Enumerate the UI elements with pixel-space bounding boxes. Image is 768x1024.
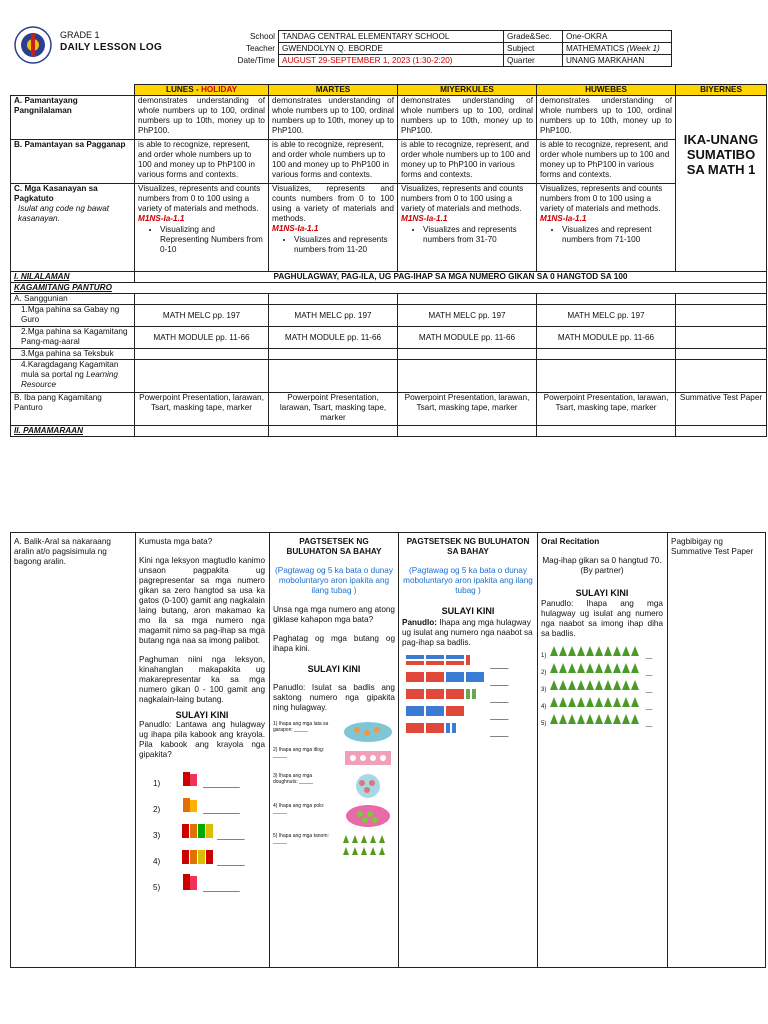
crayon-icon (181, 794, 201, 815)
teksbuk-label: 3.Mga pahina sa Teksbuk (11, 349, 135, 360)
competency-bullet: • Visualizes and represents numbers from 31-70 (423, 225, 533, 245)
worksheet-text: 3) Ihapa ang mga doughnuts: _____ (273, 773, 314, 785)
bead-counter-icon (402, 654, 488, 670)
item-number: 3) (153, 831, 161, 840)
competency-text: Visualizes, represents and counts numbers from 0 to 100 using a variety of materials and methods. (540, 184, 663, 213)
tree-rows (541, 645, 663, 730)
row-b-mon: is able to recognize, represent, and order whole numbers up to 100 and money up to PhP100 in various forms and contexts. (135, 140, 269, 184)
thursday-activity (541, 537, 663, 730)
iba-label: B. Iba pang Kagamitang Panturo (11, 393, 135, 426)
worksheet-text: 4) Ihapa ang mga polo: _____ (273, 803, 325, 815)
competency-code: M1NS-Ia-1.1 (138, 214, 185, 223)
item-number: 1) (541, 653, 547, 659)
item-number: 5) (541, 721, 547, 727)
nilalaman-text: PAGHULAGWAY, PAG-ILA, UG PAG-IHAP SA MGA NUMERO GIKAN SA 0 HANGTOD SA 100 (135, 272, 767, 283)
row-c-sub: Isulat ang code ng bawat kasanayan. (18, 204, 110, 223)
item-number: 2) (541, 670, 547, 676)
bead-row: ____ (402, 722, 534, 739)
item-number: 4) (541, 704, 547, 710)
worksheet-item (273, 773, 395, 803)
sulayi-kini-heading: SULAYI KINI (441, 606, 495, 616)
kagamitan-label: KAGAMITANG PANTURO (11, 283, 767, 294)
gradesec-value: One-OKRA (563, 31, 672, 43)
sulayi-kini-heading: SULAYI KINI (175, 710, 229, 720)
sanggunian-label: A. Sanggunian (11, 294, 135, 305)
corner-cell (11, 85, 135, 96)
lunes-text: LUNES - (165, 85, 201, 94)
bead-row: ____ (402, 671, 534, 688)
tue-worksheet (273, 721, 395, 863)
row-a-thu: demonstrates understanding of whole numbers up to 100, ordinal numbers up to 10th, money up to PhP100. (537, 96, 676, 140)
row-a-tue: demonstrates understanding of whole numbers up to 100, ordinal numbers up to 10th, money up to PhP100. (269, 96, 398, 140)
grade-label: GRADE 1 (60, 30, 100, 40)
iba-tue: Powerpoint Presentation, larawan, Tsart, masking tape, marker (269, 393, 398, 426)
bead-counter-icon (402, 705, 488, 721)
row-b-thu: is able to recognize, represent, and order whole numbers up to 100 and money up to PhP100 in various forms and contexts. (537, 140, 676, 184)
lesson-table-page2 (10, 532, 766, 968)
item-number: 1) (153, 779, 161, 788)
friday-activity: Pagbibigay ng Summative Test Paper (671, 537, 754, 556)
day-lunes (135, 85, 269, 96)
gabay-wed: MATH MELC pp. 197 (398, 305, 537, 327)
subject-week: (Week 1) (626, 43, 660, 53)
iba-wed: Powerpoint Presentation, larawan, Tsart, masking tape, marker (398, 393, 537, 426)
balik-aral-label: A. Balik-Aral sa nakaraang aralin at/o pagsisimula ng bagong aralin. (14, 537, 111, 566)
log-title: DAILY LESSON LOG (60, 42, 163, 53)
greeting: Kumusta mga bata? (139, 537, 213, 546)
bead-counter-icon (402, 671, 488, 687)
tuesday-activity (273, 537, 395, 863)
teacher-value: GWENDOLYN Q. EBORDE (279, 43, 504, 55)
teacher-label: Teacher (245, 43, 275, 53)
module-mon: MATH MODULE pp. 11-66 (135, 327, 269, 349)
gabay-thu: MATH MELC pp. 197 (537, 305, 676, 327)
gradesec-label: Grade&Sec. (504, 31, 563, 43)
wed-instruction-text: Ihapa ang mga hulagway ug isulat ang numero nga naabot sa pag-ihap sa badlis. (402, 618, 533, 647)
item-number: 5) (153, 883, 161, 892)
row-b-tue: is able to recognize, represent, and order whole numbers up to 100 and money up to PhP100 in various forms and contexts. (269, 140, 398, 184)
wed-note: (Pagtawag og 5 ka bata o dunay moboluntaryo aron ipakita ang ilang tubag ) (403, 566, 533, 595)
competency-code: M1NS-Ia-1.1 (540, 214, 587, 223)
crayon-icon (181, 820, 215, 841)
row-a-wed: demonstrates understanding of whole numbers up to 100, ordinal numbers up to 10th, money up to PhP100. (398, 96, 537, 140)
friday-summative-text: IKA-UNANG SUMATIBO SA MATH 1 (683, 132, 759, 177)
day-martes: MARTES (269, 85, 398, 96)
subject-value (563, 43, 672, 55)
karagdagan-italic: Learning Resource (21, 370, 118, 389)
wed-title: PAGTSETSEK NG BULUHATON SA BAHAY (406, 537, 530, 556)
tue-title: PAGTSETSEK NG BULUHATON SA BAHAY (286, 537, 382, 556)
school-label: School (249, 31, 275, 41)
plate-icon (343, 803, 393, 831)
tree-row: 2) __ (541, 662, 663, 679)
bead-counter-icon (402, 688, 488, 704)
intro-paragraph: Kini nga leksyon magtudlo kanimo unsaon pagpakita ug pagrepresentar sa mga numero gikan sa zero hangtod sa usa ka gatos (0-100) gamit ang nagkalain laing butang, aron makamao ka mo ila sa mga numero nga magamit nimo sa pag-ihap sa mga butang nga naa sa imong palibot. (139, 556, 265, 645)
competency-bullet: • Visualizes and represent numbers from 71-100 (562, 225, 672, 245)
deped-seal-icon (14, 26, 52, 64)
module-wed: MATH MODULE pp. 11-66 (398, 327, 537, 349)
row-b-wed: is able to recognize, represent, and order whole numbers up to 100 and money up to PhP100 in various forms and contexts. (398, 140, 537, 184)
row-c-thu (537, 184, 676, 272)
iba-mon: Powerpoint Presentation, larawan, Tsart, masking tape, marker (135, 393, 269, 426)
row-c-label-cell (11, 184, 135, 272)
header-table (160, 30, 672, 67)
crayon-icon (181, 768, 201, 789)
item-number: 4) (153, 857, 161, 866)
day-miyerkules: MIYERKULES (398, 85, 537, 96)
karagdagan-text: 4.Karagdagang Kagamitan mula sa portal ng (21, 360, 119, 379)
egg-tray-icon (343, 747, 393, 769)
tree-icon (548, 662, 644, 678)
datetime-value: AUGUST 29-SEPTEMBER 1, 2023 (1:30-2:20) (279, 55, 504, 67)
bead-row: ____ (402, 654, 534, 671)
day-huwebes: HUWEBES (537, 85, 676, 96)
iba-thu: Powerpoint Presentation, larawan, Tsart, masking tape, marker (537, 393, 676, 426)
crayon-instruction: Panudlo: Lantawa ang hulagway ug ihapa pila kabook ang krayola. Pila kabook ang krayola nga gipakita? (139, 720, 265, 759)
competency-code: M1NS-Ia-1.1 (272, 224, 319, 233)
competency-bullet: • Visualizes and represents numbers from 11-20 (294, 235, 394, 255)
subject-text: MATHEMATICS (566, 43, 625, 53)
gabay-mon: MATH MELC pp. 197 (135, 305, 269, 327)
crayon-item: 4) ______ (153, 846, 265, 872)
tree-icon (548, 679, 644, 695)
worksheet-item (273, 803, 395, 833)
crayon-item: 1) ________ (153, 768, 265, 794)
plant-icon (339, 833, 395, 859)
item-number: 3) (541, 687, 547, 693)
tree-row: 3) __ (541, 679, 663, 696)
lesson-table-page1 (10, 84, 767, 437)
worksheet-item (273, 721, 395, 747)
thu-instruction: Panudlo: Ihapa ang mga hulagway ug isulat ang numero nga naabot sa imong ihap diha sa badlis. (541, 599, 663, 638)
crayon-list (139, 768, 265, 898)
datetime-label: Date/Time (237, 55, 275, 65)
module-thu: MATH MODULE pp. 11-66 (537, 327, 676, 349)
competency-text: Visualizes, represents and counts numbers from 0 to 100 using a variety of materials and methods. (401, 184, 524, 213)
sulayi-kini-heading: SULAYI KINI (307, 664, 361, 674)
row-b-label: B. Pamantayan sa Pagganap (11, 140, 135, 184)
wednesday-activity (402, 537, 534, 739)
bead-row: ____ (402, 688, 534, 705)
competency-text: Visualizes, represents and counts numbers from 0 to 100 using a variety of materials and methods. (138, 184, 261, 213)
tree-icon (548, 713, 644, 729)
thu-title: Oral Recitation (541, 537, 600, 546)
crayon-icon (181, 846, 215, 867)
bead-counters (402, 654, 534, 739)
crayon-icon (181, 872, 201, 893)
tue-question: Unsa nga mga numero ang atong giklase kahapon mga bata? (273, 605, 395, 624)
jar-icon (343, 721, 393, 745)
wed-panudlo: Panudlo: (402, 618, 438, 627)
holiday-text: HOLIDAY (200, 85, 238, 94)
gabay-label: 1.Mga pahina sa Gabay ng Guro (11, 305, 135, 327)
worksheet-item (273, 833, 395, 863)
competency-text: Visualizes, represents and counts numbers from 0 to 100 using a variety of materials and methods. (272, 184, 394, 223)
row-c-label: C. Mga Kasanayan sa Pagkatuto (14, 184, 98, 203)
row-c-mon (135, 184, 269, 272)
iba-fri: Summative Test Paper (676, 393, 767, 426)
kagamitang-label: 2.Mga pahina sa Kagamitang Pang-mag-aaral (11, 327, 135, 349)
tree-row: 1) __ (541, 645, 663, 662)
gabay-tue: MATH MELC pp. 197 (269, 305, 398, 327)
tree-icon (548, 645, 644, 661)
school-value: TANDAG CENTRAL ELEMENTARY SCHOOL (279, 31, 504, 43)
day-biyernes: BIYERNES (676, 85, 767, 96)
worksheet-item (273, 747, 395, 773)
pamamaraan-label: II. PAMAMARAAN (11, 426, 135, 437)
row-a-label: A. Pamantayang Pangnilalaman (11, 96, 135, 140)
tree-icon (548, 696, 644, 712)
quarter-label: Quarter (504, 55, 563, 67)
tue-note: (Pagtawag og 5 ka bata o dunay moboluntaryo aron ipakita ang ilang tubag ) (275, 566, 393, 595)
friday-summative-title (676, 96, 767, 272)
crayon-item: 3) ______ (153, 820, 265, 846)
row-c-tue (269, 184, 398, 272)
tue-instruction: Panudlo: Isulat sa badlis ang saktong numero nga gipakita ning hulagway. (273, 683, 395, 712)
wed-instruction (402, 618, 534, 648)
competency-code: M1NS-Ia-1.1 (401, 214, 448, 223)
tree-row: 4) __ (541, 696, 663, 713)
bead-counter-icon (402, 722, 488, 738)
quarter-value: UNANG MARKAHAN (563, 55, 672, 67)
nilalaman-label: I. NILALAMAN (11, 272, 135, 283)
monday-activity (139, 537, 265, 898)
subject-label: Subject (504, 43, 563, 55)
crayon-item: 2) ________ (153, 794, 265, 820)
row-a-mon: demonstrates understanding of whole numbers up to 100, ordinal numbers up to 10th, money up to PhP100. (135, 96, 269, 140)
objective-paragraph: Paghuman niini nga leksyon, kinahanglan makapakita ug makarepresentar ka sa mga numero gikan 0 - 100 gamit ang nagkalain-laing butang. (139, 655, 265, 704)
item-number: 2) (153, 805, 161, 814)
karagdagan-label (11, 360, 135, 393)
doughnut-icon (343, 773, 393, 801)
thu-paragraph: Mag-ihap gikan sa 0 hangtud 70. (By partner) (542, 556, 662, 575)
row-c-wed (398, 184, 537, 272)
worksheet-text: 5) Ihapa ang mga tanom: _____ (273, 833, 329, 845)
tree-row: 5) __ (541, 713, 663, 730)
crayon-item: 5) ________ (153, 872, 265, 898)
sulayi-kini-heading: SULAYI KINI (575, 588, 629, 598)
worksheet-text: 2) Ihapa ang mga itlog: _____ (273, 747, 325, 759)
bead-row: ____ (402, 705, 534, 722)
tue-paragraph: Paghatag og mga butang og ihapa kini. (273, 634, 395, 653)
worksheet-text: 1) Ihapa ang mga lata sa garapon: _____ (273, 721, 329, 733)
module-tue: MATH MODULE pp. 11-66 (269, 327, 398, 349)
competency-bullet: • Visualizing and Representing Numbers from 0-10 (160, 225, 265, 255)
